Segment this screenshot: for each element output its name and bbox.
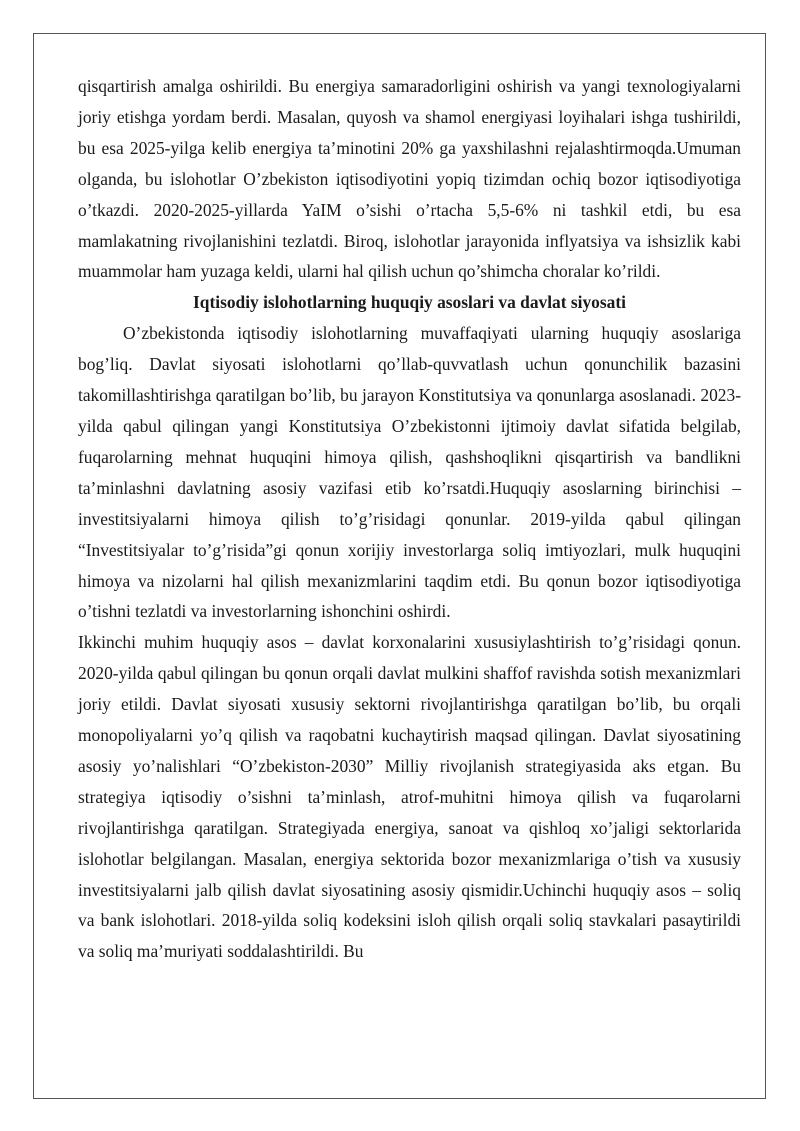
paragraph-legal-basis: O’zbekistonda iqtisodiy islohotlarning muvaffaqiyati ularning huquqiy asoslariga bog’liq. Davlat siyosati islohotlarni qo’llab-quvvatlash uchun qonunchilik bazasini takomillashtirishga qaratilgan bo’lib, bu jarayon Konstitutsiya va qonunlarga asoslanadi. 2023-yilda qabul qilingan yangi Konstitutsiya O’zbekistonni ijtimoiy davlat sifatida belgilab, fuqarolarning mehnat huquqini himoya qilish, qashshoqlikni qisqartirish va bandlikni ta’minlashni davlatning asosiy vazifasi etib ko’rsatdi.Huquqiy asoslarning birinchisi – investitsiyalarni himoya qilish to’g’risidagi qonunlar. 2019-yilda qabul qilingan “Investitsiyalar to’g’risida”gi qonun xorijiy investorlarga soliq imtiyozlari, mulk huquqini himoya va nizolarni hal qilish mexanizmlarini taqdim etdi. Bu qonun bozor iqtisodiyotiga o’tishni tezlatdi va investorlarning ishonchini oshirdi. <box>78 323 741 622</box>
paragraph-continued: qisqartirish amalga oshirildi. Bu energiya samaradorligini oshirish va yangi texnologiyalarni joriy etishga yordam berdi. Masalan, quyosh va shamol energiyasi loyihalari ishga tushirildi, bu esa 2025-yilga kelib energiya ta’minotini 20% ga yaxshilashni rejalashtirmoqda.Umuman olganda, bu islohotlar O’zbekiston iqtisodiyotini yopiq tizimdan ochiq bozor iqtisodiyotiga o’tkazdi. 2020-2025-yillarda YaIM o’sishi o’rtacha 5,5-6% ni tashkil etdi, bu esa mamlakatning rivojlanishini tezlatdi. Biroq, islohotlar jarayonida inflyatsiya va ishsizlik kabi muammolar ham yuzaga keldi, ularni hal qilish uchun qo’shimcha choralar ko’rildi. <box>78 76 741 282</box>
section-heading: Iqtisodiy islohotlarning huquqiy asoslari va davlat siyosati <box>193 292 626 313</box>
document-body <box>78 71 741 967</box>
paragraph-second-basis: Ikkinchi muhim huquqiy asos – davlat korxonalarini xususiylashtirish to’g’risidagi qonun. 2020-yilda qabul qilingan bu qonun orqali davlat mulkini shaffof ravishda sotish mexanizmlari joriy etildi. Davlat siyosati xususiy sektorni rivojlantirishga qaratilgan bo’lib, bu orqali monopoliyalarni yo’q qilish va raqobatni kuchaytirish maqsad qilingan. Davlat siyosatining asosiy yo’nalishlari “O’zbekiston-2030” Milliy rivojlanish strategiyasida aks etgan. Bu strategiya iqtisodiy o’sishni ta’minlash, atrof-muhitni himoya qilish va fuqarolarni rivojlantirishga qaratilgan. Strategiyada energiya, sanoat va qishloq xo’jaligi sektorlarida islohotlar belgilangan. Masalan, energiya sektorida bozor mexanizmlariga o’tish va xususiy investitsiyalarni jalb qilish davlat siyosatining asosiy qismidir.Uchinchi huquqiy asos – soliq va bank islohotlari. 2018-yilda soliq kodeksini isloh qilish orqali soliq stavkalari pasaytirildi va soliq ma’muriyati soddalashtirildi. Bu <box>78 632 741 962</box>
